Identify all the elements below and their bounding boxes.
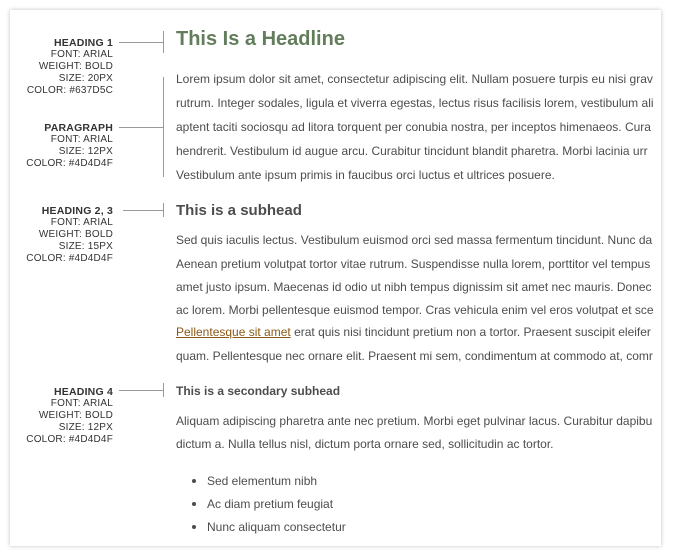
paragraph-spec [26,122,113,170]
bullet-icon [192,479,196,483]
list-item-text: Nunc aliquam consectetur [207,520,346,534]
paragraph-line: Vestibulum ante ipsum primis in faucibus orci luctus et ultrices posuere. [176,168,555,182]
paragraph-line: quam. Pellentesque nec ornare elit. Praesent mi sem, condimentum at commodo at, comr [176,349,653,363]
paragraph-line: Lorem ipsum dolor sit amet, consectetur adipiscing elit. Nullam posuere turpis eu nisi grav [176,72,653,86]
paragraph-line: hendrerit. Vestibulum id augue arcu. Curabitur tincidunt blandit pharetra. Morbi lacinia urr [176,144,648,158]
style-guide-card [10,10,661,546]
pellentesque-link[interactable]: Pellentesque sit amet [176,325,291,339]
heading4-spec [26,386,113,446]
bullet-icon [192,502,196,506]
heading1-connector [119,42,163,43]
heading23-spec [26,205,113,265]
paragraph-connector [119,127,163,128]
spec-line: FONT: ARIAL [50,217,113,228]
spec-line: WEIGHT: BOLD [38,61,113,72]
spec-line: SIZE: 15PX [58,241,113,252]
secondary-subhead: This is a secondary subhead [176,384,341,398]
spec-line: FONT: ARIAL [50,134,113,145]
list-item [192,520,346,534]
paragraph-line: rutrum. Integer sodales, ligula et viverra egestas, lectus risus facilisis lorem, vestibulum ali [176,96,654,110]
spec-line: SIZE: 20PX [58,73,113,84]
bullet-icon [192,525,196,529]
list-item [192,497,333,511]
heading23-bracket [163,203,164,217]
spec-title: HEADING 2, 3 [41,205,113,217]
paragraph-bracket [163,77,164,177]
paragraph-line: Sed quis iaculis lectus. Vestibulum euismod orci sed massa fermentum tincidunt. Nunc da [176,233,653,247]
heading23-connector [123,210,163,211]
spec-line: COLOR: #637D5C [26,85,113,96]
heading4-bracket [163,383,164,397]
subhead: This is a subhead [176,202,302,219]
spec-line: COLOR: #4D4D4F [26,434,113,445]
paragraph-line: Aliquam adipiscing pharetra ante nec pretium. Morbi eget pulvinar lacus. Curabitur dapibu [176,414,653,428]
paragraph-line: aptent taciti sociosqu ad litora torquent per conubia nostra, per inceptos himenaeos. Cura [176,120,651,134]
paragraph-line: amet justo ipsum. Maecenas id odio ut nibh tempus dignissim sit amet nec mauris. Donec [176,280,652,294]
spec-line: COLOR: #4D4D4F [26,158,113,169]
paragraph-line: dictum a. Nulla tellus nisl, dictum porta ornare sed, sollicitudin ac tortor. [176,437,554,451]
spec-title: HEADING 1 [54,37,113,49]
spec-title: PARAGRAPH [44,122,113,134]
paragraph-line-with-link [176,325,651,339]
spec-title: HEADING 4 [54,386,113,398]
heading1-spec [27,37,113,97]
heading1-bracket [163,31,164,53]
paragraph-line: Aenean pretium volutpat tortor vitae rutrum. Suspendisse nulla lorem, porttitor vel tempus [176,257,651,271]
paragraph-line: ac lorem. Morbi pellentesque euismod tempor. Cras vehicula enim vel eros volutpat et sce [176,303,654,317]
link-trailing-text: erat quis nisi tincidunt pretium non a tortor. Praesent suscipit eleifer [290,325,651,339]
spec-line: WEIGHT: BOLD [38,410,113,421]
headline: This Is a Headline [176,28,345,50]
heading4-connector [119,390,163,391]
spec-line: FONT: ARIAL [50,49,113,60]
spec-line: COLOR: #4D4D4F [26,253,113,264]
list-item-text: Ac diam pretium feugiat [207,497,334,511]
spec-line: WEIGHT: BOLD [38,229,113,240]
spec-line: SIZE: 12PX [58,146,113,157]
spec-line: SIZE: 12PX [58,422,113,433]
list-item [192,474,317,488]
spec-line: FONT: ARIAL [50,398,113,409]
list-item-text: Sed elementum nibh [207,474,318,488]
